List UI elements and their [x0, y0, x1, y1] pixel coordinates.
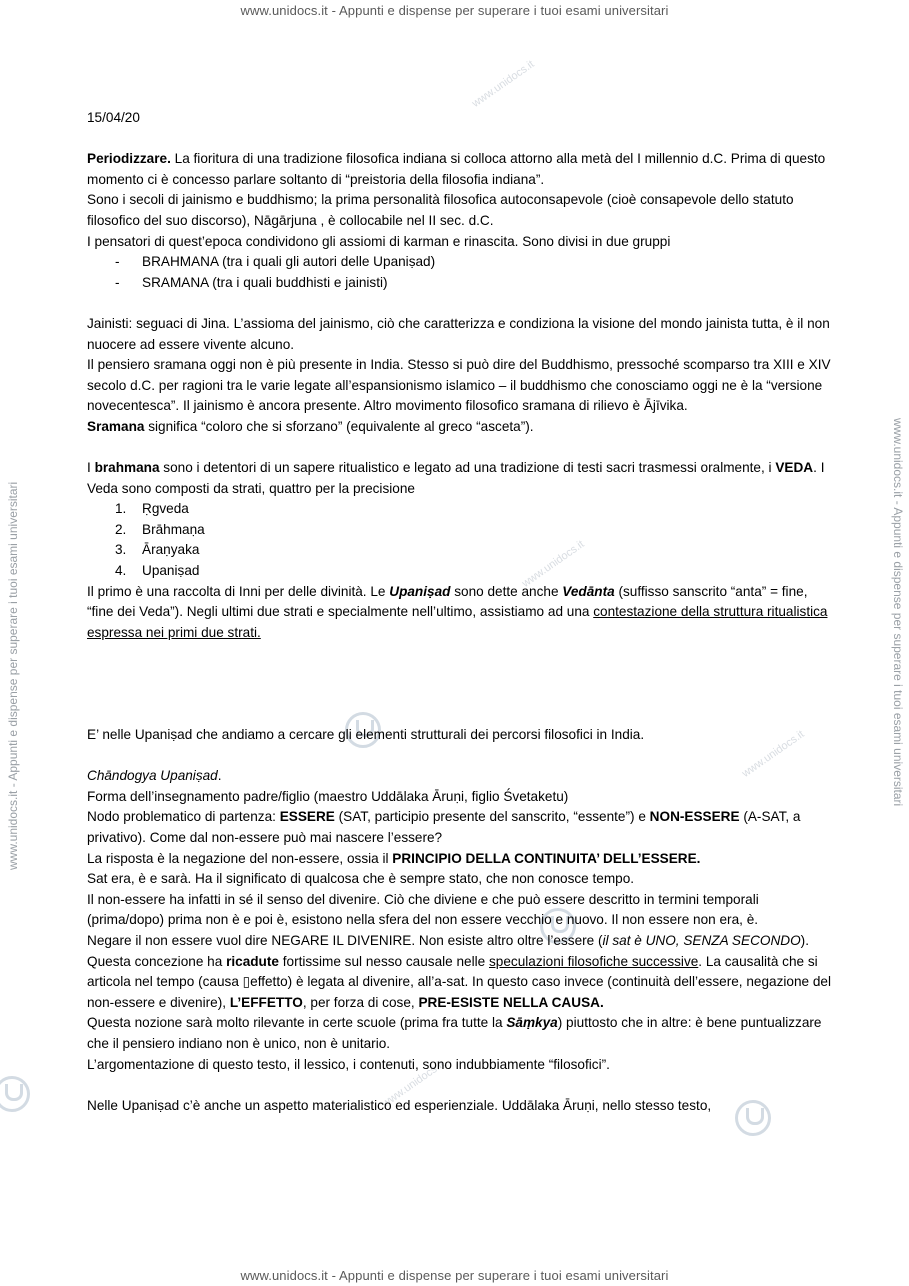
- veda-list: [87, 499, 832, 581]
- paragraph: Sat era, è e sarà. Ha il significato di qualcosa che è sempre stato, che non conosce tempo.: [87, 871, 635, 887]
- faint-watermark: www.unidocs.it: [380, 1058, 447, 1110]
- watermark-left: www.unidocs.it - Appunti e dispense per superare i tuoi esami universitari: [6, 481, 20, 870]
- faint-watermark: www.unidocs.it: [520, 538, 587, 590]
- paragraph: Nelle Upaniṣad c’è anche un aspetto materialistico ed esperienziale. Uddālaka Āruṇi, nello stesso testo,: [87, 1097, 712, 1113]
- faint-watermark: www.unidocs.it: [470, 58, 537, 110]
- paragraph: Questa nozione sarà molto rilevante in certe scuole (prima fra tutte la Sāṃkya) piuttosto che in altre: è bene puntualizzare che il pensiero indiano non è unico, non è unitario.: [87, 1015, 822, 1051]
- watermark-bottom: www.unidocs.it - Appunti e dispense per superare i tuoi esami universitari: [240, 1268, 669, 1283]
- list-item: 4. Upaniṣad: [115, 563, 200, 579]
- paragraph: E’ nelle Upaniṣad che andiamo a cercare gli elementi strutturali dei percorsi filosofici in India.: [87, 727, 645, 743]
- paragraph: Periodizzare. La fioritura di una tradizione filosofica indiana si colloca attorno alla metà del I millennio d.C. Prima di questo momento ci è concesso parlare soltanto di “preistoria della filosofia indiana”.: [87, 151, 826, 187]
- paragraph: L’argomentazione di questo testo, il lessico, i contenuti, sono indubbiamente “filosofici”.: [87, 1056, 610, 1072]
- paragraph: Il primo è una raccolta di Inni per delle divinità. Le Upaniṣad sono dette anche Vedānta (suffisso sanscrito “anta” = fine, “fine dei Veda”). Negli ultimi due strati e specialmente nell’ultimo, assistiamo ad una contestazione della struttura ritualistica espressa nei primi due strati.: [87, 583, 828, 640]
- list-item: - BRAHMANA (tra i quali gli autori delle Upaniṣad): [87, 252, 832, 273]
- paragraph: Sramana significa “coloro che si sforzano” (equivalente al greco “asceta”).: [87, 418, 534, 434]
- list-item: 2. Brāhmaṇa: [115, 521, 205, 537]
- watermark-top: www.unidocs.it - Appunti e dispense per superare i tuoi esami universitari: [240, 3, 669, 18]
- groups-list: [87, 252, 832, 293]
- paragraph: I brahmana sono i detentori di un sapere ritualistico e legato ad una tradizione di testi sacri trasmessi oralmente, i VEDA. I Veda sono composti da strati, quattro per la precisione: [87, 460, 825, 496]
- faint-watermark: www.unidocs.it: [740, 728, 807, 780]
- paragraph: Nodo problematico di partenza: ESSERE (SAT, participio presente del sanscrito, “essente”) e NON-ESSERE (A-SAT, a privativo). Come dal non-essere può mai nascere l’essere?: [87, 809, 801, 845]
- paragraph: I pensatori di quest’epoca condividono gli assiomi di karman e rinascita. Sono divisi in due gruppi: [87, 233, 671, 249]
- unidocs-logo-icon: [0, 1076, 30, 1112]
- date: 15/04/20: [87, 110, 140, 125]
- paragraph: Sono i secoli di jainismo e buddhismo; la prima personalità filosofica autoconsapevole (cioè consapevole dello statuto filosofico del suo discorso), Nāgārjuna , è collocabile nel II sec. d.C.: [87, 192, 794, 228]
- paragraph: Il non-essere ha infatti in sé il senso del divenire. Ciò che diviene e che può essere descritto in termini temporali (prima/dopo) prima non è e poi è, esistono nella sfera del non essere vecchio e nuovo. Il non essere non era, è.: [87, 891, 759, 928]
- paragraph: Jainisti: seguaci di Jina. L’assioma del jainismo, ciò che caratterizza e condiziona la visione del mondo jainista tutta, è il non nuocere ad essere vivente alcuno.: [87, 315, 830, 352]
- paragraph: Chāndogya Upaniṣad.: [87, 768, 222, 784]
- paragraph: La risposta è la negazione del non-essere, ossia il PRINCIPIO DELLA CONTINUITA’ DELL’ESSERE.: [87, 850, 701, 866]
- watermark-right: www.unidocs.it - Appunti e dispense per superare i tuoi esami universitari: [891, 418, 905, 807]
- paragraph: Il pensiero sramana oggi non è più presente in India. Stesso si può dire del Buddhismo, pressoché scomparso tra XIII e XIV secolo d.C. per ragioni tra le varie legate all’espansionismo islamico – il buddhismo che conosciamo oggi ne è la “versione novecentesca”. Il jainismo è ancora presente. Altro movimento filosofico sramana di rilievo è Ājīvika.: [87, 357, 831, 414]
- paragraph: Questa concezione ha ricadute fortissime sul nesso causale nelle speculazioni filosofiche successive. La causalità che si articola nel tempo (causa ▯effetto) è legata al divenire, all’a-sat. In questo caso invece (continuità dell’essere, negazione del non-essere e divenire), L’EFFETTO, per forza di cose, PRE-ESISTE NELLA CAUSA.: [87, 953, 831, 1010]
- document-body: [87, 108, 832, 1116]
- paragraph: Negare il non essere vuol dire NEGARE IL DIVENIRE. Non esiste altro oltre l’essere (il sat è UNO, SENZA SECONDO).: [87, 932, 809, 948]
- list-item: 3. Āraṇyaka: [115, 542, 200, 558]
- list-item: - SRAMANA (tra i quali buddhisti e jainisti): [87, 273, 832, 294]
- list-item: 1. Ṛgveda: [115, 501, 189, 517]
- paragraph: Forma dell’insegnamento padre/figlio (maestro Uddālaka Āruṇi, figlio Śvetaketu): [87, 788, 569, 804]
